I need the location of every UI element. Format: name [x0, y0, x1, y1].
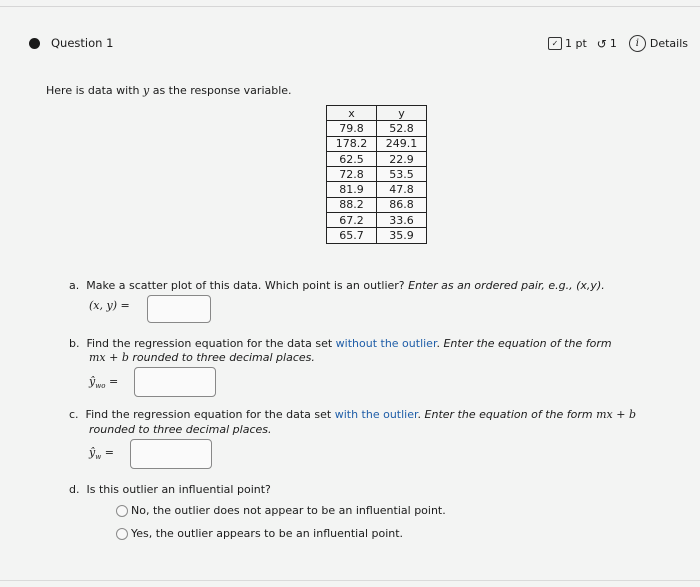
- part-b-instruction: Enter the equation of the form: [443, 337, 612, 350]
- radio-option-no-label: No, the outlier does not appear to be an influential point.: [131, 504, 446, 517]
- part-d-prompt: [69, 483, 271, 496]
- cell-y: 33.6: [377, 213, 427, 228]
- regression-without-outlier-input[interactable]: [134, 367, 216, 397]
- table-row: [327, 213, 427, 228]
- part-c-yhat: ŷ: [89, 446, 96, 459]
- part-d-text: Is this outlier an influential point?: [86, 483, 271, 496]
- retries-count: 1: [609, 37, 617, 50]
- points-label: 1 pt: [565, 37, 587, 50]
- part-b-prompt-line2: [89, 351, 315, 364]
- part-c-instruction: Enter the equation of the form: [424, 408, 593, 421]
- cell-x: 178.2: [327, 136, 377, 151]
- outlier-answer-input[interactable]: [147, 295, 211, 323]
- part-c-letter: c.: [69, 408, 79, 421]
- radio-option-yes[interactable]: [116, 527, 403, 540]
- column-header-y: y: [377, 106, 427, 121]
- cell-x: 79.8: [327, 121, 377, 136]
- part-b-rounding: rounded to three decimal places.: [128, 351, 315, 364]
- part-b-answer-label: [89, 375, 118, 390]
- part-b-yhat: ŷ: [89, 375, 96, 388]
- question-status-dot: [29, 38, 40, 49]
- part-b-form: mx + b: [89, 351, 129, 364]
- part-d-letter: d.: [69, 483, 80, 496]
- intro-variable: y: [142, 84, 150, 97]
- intro-before: Here is data with: [46, 84, 143, 97]
- part-a-text: Make a scatter plot of this data. Which point is an outlier?: [86, 279, 405, 292]
- cell-x: 81.9: [327, 182, 377, 197]
- cell-y: 52.8: [377, 121, 427, 136]
- part-b-highlight: without the outlier: [335, 337, 437, 350]
- part-c-highlight: with the outlier: [334, 408, 418, 421]
- top-divider: [0, 6, 700, 7]
- regression-with-outlier-input[interactable]: [130, 439, 212, 469]
- edit-icon: ✓: [548, 37, 562, 50]
- question-title: Question 1: [51, 36, 114, 50]
- details-link[interactable]: Details: [649, 37, 688, 50]
- cell-y: 53.5: [377, 167, 427, 182]
- table-row: [327, 167, 427, 182]
- table-row: [327, 228, 427, 243]
- part-c-rounding: rounded to three decimal places.: [89, 423, 272, 436]
- part-c-subscript: w: [95, 453, 102, 462]
- intro-after: as the response variable.: [149, 84, 292, 97]
- part-c-form: mx + b: [596, 408, 636, 421]
- table-row: [327, 197, 427, 212]
- info-icon[interactable]: i: [629, 35, 646, 52]
- part-c-answer-label: [89, 446, 114, 461]
- cell-y: 22.9: [377, 151, 427, 166]
- part-c-text: Find the regression equation for the data set: [85, 408, 335, 421]
- table-row: [327, 121, 427, 136]
- part-c-prompt: [69, 408, 636, 421]
- table-header-row: [327, 106, 427, 121]
- cell-x: 88.2: [327, 197, 377, 212]
- part-b-prompt: [69, 337, 612, 350]
- intro-text: [46, 84, 292, 97]
- cell-x: 65.7: [327, 228, 377, 243]
- table-row: [327, 182, 427, 197]
- part-b-equals: =: [108, 375, 119, 388]
- cell-y: 35.9: [377, 228, 427, 243]
- retry-icon: ↺: [596, 36, 607, 51]
- part-b-subscript: wo: [95, 382, 106, 391]
- data-table: [326, 105, 427, 244]
- column-header-x: x: [327, 106, 377, 121]
- cell-y: 47.8: [377, 182, 427, 197]
- part-b-text-after: .: [436, 337, 440, 350]
- bottom-divider: [0, 580, 700, 581]
- part-a-answer-label: (x, y) =: [89, 299, 130, 312]
- cell-y: 249.1: [377, 136, 427, 151]
- cell-x: 67.2: [327, 213, 377, 228]
- radio-circle[interactable]: [116, 528, 128, 540]
- cell-x: 72.8: [327, 167, 377, 182]
- cell-y: 86.8: [377, 197, 427, 212]
- cell-x: 62.5: [327, 151, 377, 166]
- question-meta: [548, 35, 688, 52]
- part-a-letter: a.: [69, 279, 80, 292]
- radio-option-no[interactable]: [116, 504, 446, 517]
- part-a-instruction: Enter as an ordered pair, e.g., (x,y).: [408, 279, 605, 292]
- radio-option-yes-label: Yes, the outlier appears to be an influential point.: [131, 527, 404, 540]
- part-c-text-after: .: [417, 408, 422, 421]
- part-c-equals: =: [104, 446, 114, 459]
- part-b-letter: b.: [69, 337, 80, 350]
- table-row: [327, 136, 427, 151]
- part-a-prompt: [69, 279, 605, 292]
- radio-circle[interactable]: [116, 505, 128, 517]
- table-row: [327, 151, 427, 166]
- part-b-text: Find the regression equation for the data set: [86, 337, 336, 350]
